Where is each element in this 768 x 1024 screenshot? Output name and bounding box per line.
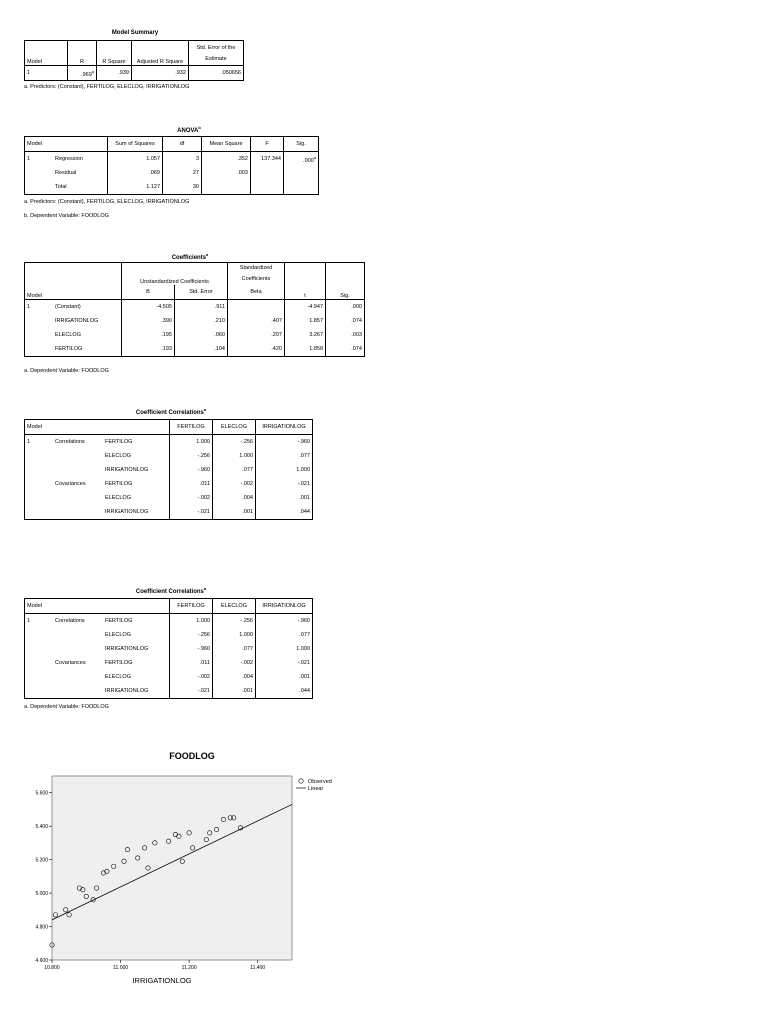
cell: .069 (108, 166, 163, 180)
cell-model: 1 (25, 66, 68, 81)
col-header-eleclog: ELECLOG (213, 599, 256, 614)
cell: .011 (170, 656, 213, 670)
table-row (25, 642, 313, 656)
col-header-blank (53, 599, 103, 614)
table-row (25, 166, 319, 180)
cell (25, 328, 54, 342)
x-tick-label: 10.800 (44, 965, 60, 971)
cell: .407 (228, 314, 285, 328)
corr1-title-sup: a (203, 407, 207, 412)
coefficients-title-sup: a (206, 252, 209, 257)
corr2-title-sup: a (203, 586, 207, 591)
cell: .195 (122, 328, 175, 342)
cell: .004 (213, 491, 256, 505)
col-header-model: Model (25, 137, 54, 152)
cell (202, 180, 251, 195)
col-header-fertilog: FERTILOG (170, 599, 213, 614)
model-summary-table (24, 40, 244, 81)
cell: .001 (213, 684, 256, 699)
cell: .911 (175, 300, 228, 315)
cell: ELECLOG (53, 328, 122, 342)
cell: ELECLOG (103, 628, 170, 642)
col-header-std-error: Std. Error of the Estimate (189, 41, 244, 66)
cell: Correlations (55, 439, 85, 445)
cell: (Constant) (53, 300, 122, 315)
anova-note-b: b. Dependent Variable: FOODLOG (24, 213, 109, 219)
chart-legend (296, 779, 332, 792)
cell (25, 628, 54, 642)
plot-area (52, 776, 292, 960)
cell (251, 180, 284, 195)
col-header-t: t (285, 263, 326, 300)
cell: -.256 (170, 628, 213, 642)
col-header-blank (53, 420, 103, 435)
corr1-title-text: Coefficient Correlations (135, 410, 204, 416)
cell: Correlations (55, 618, 85, 624)
table-row (25, 684, 313, 699)
table-row (25, 656, 313, 670)
cell (53, 505, 103, 520)
col-header-blank (53, 137, 108, 152)
cell: -.002 (213, 656, 256, 670)
cell-std-error: .050656 (221, 70, 241, 76)
table-row (25, 477, 313, 491)
col-header-df: df (163, 137, 202, 152)
cell: IRRIGATIONLOG (53, 314, 122, 328)
cell (284, 152, 319, 167)
col-group-standardized (228, 263, 285, 286)
anova-title-text: ANOVA (177, 128, 199, 134)
col-group-standardized-line1: Standardized (239, 265, 273, 271)
cell: .074 (351, 318, 362, 324)
cell: -.021 (297, 481, 310, 487)
table-row (25, 180, 319, 195)
cell: 137.344 (251, 152, 284, 167)
cell (25, 656, 54, 670)
col-header-f: F (251, 137, 284, 152)
cell: .390 (122, 314, 175, 328)
cell: 1.000 (296, 646, 310, 652)
col-header-irrigationlog: IRRIGATIONLOG (256, 599, 313, 614)
cell: FERTILOG (53, 342, 122, 357)
cell: .003 (351, 332, 362, 338)
col-header-adj-r-square: Adjusted R Square (132, 41, 189, 66)
cell: -.002 (170, 491, 213, 505)
y-tick-label: 5.600 (35, 790, 48, 797)
cell: 1 (27, 439, 31, 445)
cell (25, 477, 54, 491)
cell (25, 670, 54, 684)
cell: -.960 (170, 642, 213, 656)
cell: 1.857 (285, 314, 326, 328)
cell: 1.000 (296, 467, 310, 473)
cell: .207 (228, 328, 285, 342)
corr2-title (24, 586, 318, 595)
cell: .193 (122, 342, 175, 357)
cell (53, 491, 103, 505)
cell (25, 684, 54, 699)
cell: .000 (351, 304, 362, 310)
col-header-sig: Sig. (284, 137, 319, 152)
cell: -.021 (170, 684, 213, 699)
legend-observed-label: Observed (308, 779, 332, 785)
cell: 1.127 (108, 180, 163, 195)
cell: 1.000 (213, 449, 256, 463)
cell: ELECLOG (103, 491, 170, 505)
corr2-note-a: a. Dependent Variable: FOODLOG (24, 704, 109, 710)
cell: -.960 (297, 439, 310, 445)
x-tick-label: 11.200 (181, 965, 197, 971)
col-header-sum-of-squares: Sum of Squares (108, 137, 163, 152)
table-row (25, 342, 365, 357)
table-row (25, 463, 313, 477)
table-row (25, 314, 365, 328)
col-header-irrigationlog: IRRIGATIONLOG (256, 420, 313, 435)
cell-sig-sup: a (313, 154, 316, 160)
cell: -4.505 (122, 300, 175, 315)
x-tick-label: 11.000 (113, 965, 129, 971)
col-header-mean-square: Mean Square (202, 137, 251, 152)
anova-title (24, 125, 354, 134)
cell: .077 (213, 642, 256, 656)
cell (25, 180, 54, 195)
cell: -.256 (170, 449, 213, 463)
cell: Residual (53, 166, 108, 180)
cell: FERTILOG (103, 656, 170, 670)
cell: -.021 (297, 660, 310, 666)
cell: .011 (170, 477, 213, 491)
col-header-b: B (122, 285, 175, 300)
cell: IRRIGATIONLOG (103, 684, 170, 699)
coefficients-note-a: a. Dependent Variable: FOODLOG (24, 368, 109, 374)
y-tick-label: 5.200 (35, 857, 48, 864)
y-tick-label: 5.000 (35, 891, 48, 898)
table-row (25, 449, 313, 463)
col-group-standardized-line2: Coefficients (241, 276, 271, 282)
cell (284, 180, 319, 195)
col-header-r-square: R Square (97, 41, 132, 66)
cell-r-sup: a (91, 68, 94, 74)
anova-table (24, 136, 319, 195)
cell: FERTILOG (103, 614, 170, 629)
cell: 1.858 (285, 342, 326, 357)
cell (53, 463, 103, 477)
cell (251, 166, 284, 180)
cell: .044 (299, 688, 310, 694)
cell: 1 (27, 618, 31, 624)
col-header-fertilog: FERTILOG (170, 420, 213, 435)
cell: .001 (299, 674, 310, 680)
cell (53, 642, 103, 656)
cell: ELECLOG (103, 449, 170, 463)
col-header-eleclog: ELECLOG (213, 420, 256, 435)
col-header-model: Model (25, 263, 122, 300)
table-row (25, 435, 313, 450)
cell (25, 342, 54, 357)
x-axis-label: IRRIGATIONLOG (132, 976, 192, 985)
cell-r-square: .939 (97, 66, 132, 81)
cell: .060 (175, 328, 228, 342)
y-tick-label: 4.600 (35, 958, 48, 964)
cell: Total (53, 180, 108, 195)
table-row (25, 670, 313, 684)
cell: Covariances (55, 481, 86, 487)
cell: Covariances (55, 660, 86, 666)
cell: .104 (175, 342, 228, 357)
col-group-unstandardized: Unstandardized Coefficients (122, 263, 228, 286)
cell: -.021 (170, 505, 213, 520)
cell (53, 628, 103, 642)
coefficients-title-text: Coefficients (171, 255, 207, 261)
col-header-sig: Sig. (326, 263, 365, 300)
anova-title-sup: b (198, 125, 201, 130)
cell: .044 (299, 509, 310, 515)
cell: FERTILOG (103, 435, 170, 450)
table-row (25, 152, 319, 167)
col-header-beta: Beta (228, 285, 285, 300)
cell-r (68, 66, 97, 81)
corr2-table (24, 598, 313, 699)
cell: .210 (175, 314, 228, 328)
cell: 1.057 (108, 152, 163, 167)
cell (25, 505, 54, 520)
cell: 1.000 (213, 628, 256, 642)
cell: Regression (53, 152, 108, 167)
cell-adj-r-square: .932 (132, 66, 189, 81)
cell: 1 (27, 304, 31, 310)
corr2-title-text: Coefficient Correlations (135, 589, 204, 595)
cell: IRRIGATIONLOG (103, 642, 170, 656)
chart-title: FOODLOG (169, 751, 215, 761)
col-header-blank (103, 420, 170, 435)
cell (53, 670, 103, 684)
cell: .077 (299, 632, 310, 638)
corr1-title (24, 407, 318, 416)
cell: -.002 (170, 670, 213, 684)
cell: -.960 (170, 463, 213, 477)
cell (25, 463, 54, 477)
cell (284, 166, 319, 180)
cell: IRRIGATIONLOG (103, 463, 170, 477)
cell: .352 (202, 152, 251, 167)
cell (53, 684, 103, 699)
col-header-blank (103, 599, 170, 614)
coefficients-table (24, 262, 365, 357)
cell-sig-value: .000 (303, 157, 314, 164)
cell: .074 (351, 346, 362, 352)
coefficients-title (24, 252, 356, 261)
cell: 27 (163, 166, 202, 180)
col-header-r: R (68, 41, 97, 66)
cell: .420 (228, 342, 285, 357)
cell: -.960 (297, 618, 310, 624)
col-header-model: Model (25, 41, 68, 66)
cell: ELECLOG (103, 670, 170, 684)
legend-linear-label: Linear (308, 786, 324, 792)
cell: 30 (163, 180, 202, 195)
col-header-std-error: Std. Error (175, 285, 228, 300)
cell (228, 300, 285, 315)
x-tick-label: 11.400 (250, 965, 266, 971)
col-header-model: Model (25, 420, 54, 435)
cell: 1.000 (170, 614, 213, 629)
table-row (25, 328, 365, 342)
cell-r-value: .969 (81, 71, 92, 78)
cell (25, 314, 54, 328)
table-row (25, 505, 313, 520)
cell: .001 (213, 505, 256, 520)
cell: .001 (299, 495, 310, 501)
cell: 1 (27, 156, 31, 162)
table-row (25, 300, 365, 315)
cell: IRRIGATIONLOG (103, 505, 170, 520)
cell (25, 449, 54, 463)
foodlog-scatter-chart (20, 745, 380, 990)
cell (25, 642, 54, 656)
model-summary-title: Model Summary (111, 30, 159, 36)
cell: 3.267 (285, 328, 326, 342)
cell: FERTILOG (103, 477, 170, 491)
cell: 1.000 (170, 435, 213, 450)
col-header-model: Model (25, 599, 54, 614)
cell: 3 (163, 152, 202, 167)
model-summary-note-a: a. Predictors: (Constant), FERTILOG, ELECLOG, IRRIGATIONLOG (24, 84, 190, 90)
cell: .003 (202, 166, 251, 180)
anova-note-a: a. Predictors: (Constant), FERTILOG, ELECLOG, IRRIGATIONLOG (24, 199, 190, 205)
cell: -.256 (213, 614, 256, 629)
y-tick-label: 4.800 (35, 924, 48, 931)
cell: .077 (299, 453, 310, 459)
cell: -.256 (213, 435, 256, 450)
corr1-table (24, 419, 313, 520)
cell (25, 166, 54, 180)
y-tick-label: 5.400 (35, 824, 48, 831)
table-row (25, 614, 313, 629)
cell: -.002 (213, 477, 256, 491)
table-row (25, 491, 313, 505)
cell: -4.947 (285, 300, 326, 315)
cell: .004 (213, 670, 256, 684)
legend-observed-marker (299, 779, 303, 783)
cell (53, 449, 103, 463)
table-row (25, 628, 313, 642)
cell: .077 (213, 463, 256, 477)
cell (25, 491, 54, 505)
